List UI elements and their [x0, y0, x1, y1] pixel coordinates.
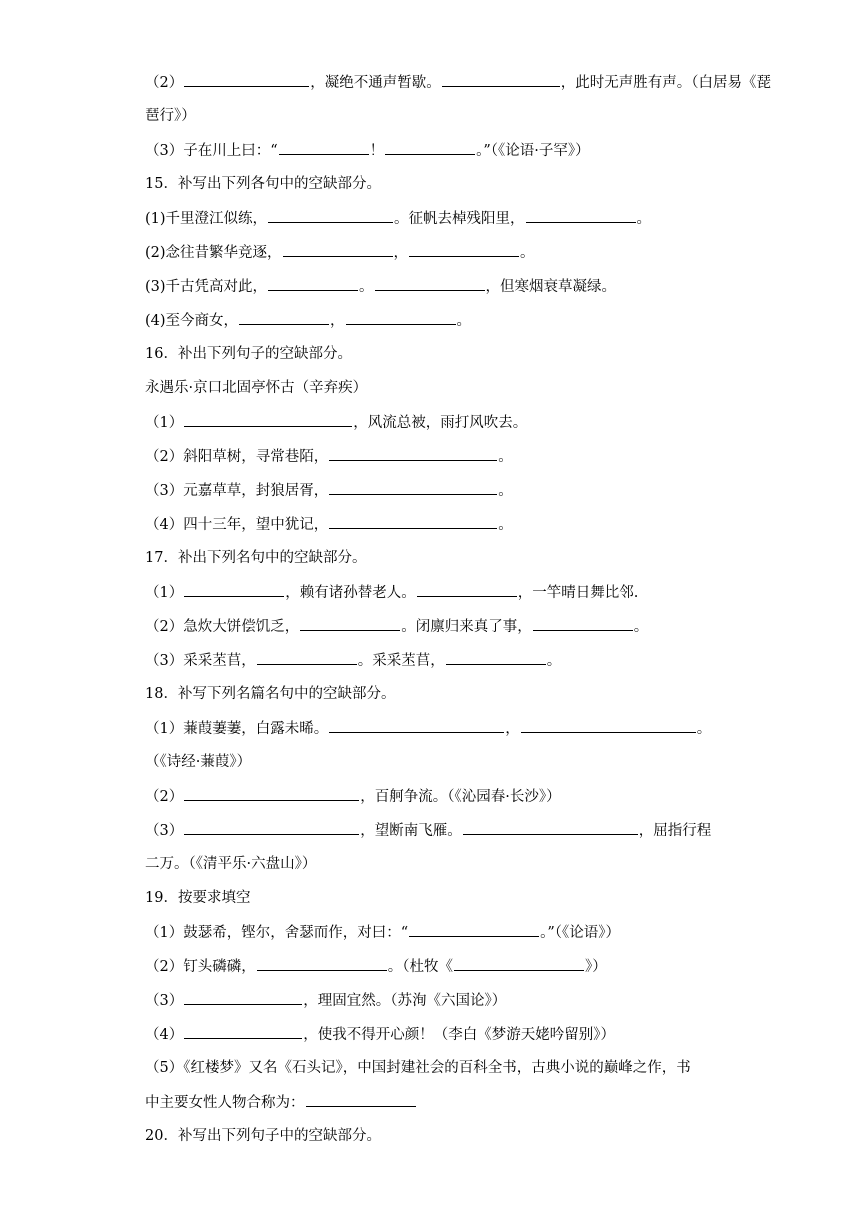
fill-blank: [268, 276, 358, 291]
q15-item-1: [145, 208, 725, 229]
q18-item-2: [145, 786, 725, 807]
text-segment: 中主要女性人物合称为：: [145, 1095, 305, 1111]
fill-blank: [329, 718, 504, 733]
fill-blank: [184, 582, 284, 597]
q16-poem-title: [145, 378, 725, 398]
text-segment: ，此时无声胜有声。（白居易《琵: [560, 75, 771, 91]
text-segment: （2）急炊大饼偿饥乏，: [145, 619, 300, 635]
text-segment: （1）鼓瑟希，铿尔，舍瑟而作，对曰：“: [145, 925, 409, 941]
text-segment: （5）《红楼梦》又名《石头记》，中国封建社会的百科全书，古典小说的巅峰之作，书: [145, 1060, 691, 1076]
text-segment: 》）: [584, 959, 607, 975]
text-segment: ，一竿晴日舞比邻.: [517, 585, 639, 601]
q18-item-1: [145, 718, 725, 739]
text-segment: 。: [359, 279, 374, 295]
fill-blank: [279, 140, 369, 155]
text-segment: 。: [520, 245, 535, 261]
q18-item-3-line2: [145, 854, 725, 874]
text-segment: （2）斜阳草树，寻常巷陌，: [145, 449, 329, 465]
text-segment: （2）: [145, 789, 184, 805]
text-segment: （《诗经·蒹葭》）: [145, 754, 252, 770]
q17-heading: [145, 548, 725, 568]
fill-blank: [329, 446, 497, 461]
text-segment: ，凝绝不通声暂歇。: [310, 75, 441, 91]
fill-blank: [454, 956, 584, 971]
text-segment: （1）: [145, 585, 184, 601]
text-segment: （3）元嘉草草，封狼居胥，: [145, 483, 329, 499]
q18-item-1-source: [145, 752, 725, 772]
question-heading: 19．按要求填空: [145, 890, 251, 906]
question-heading: 20．补写出下列句子中的空缺部分。: [145, 1128, 381, 1144]
q14-item-2-line2: [145, 106, 725, 126]
q16-item-4: [145, 514, 725, 535]
text-segment: 。”（《论语·子罕》）: [476, 143, 590, 159]
fill-blank: [184, 820, 359, 835]
poem-title: 永遇乐·京口北固亭怀古（辛弃疾）: [145, 380, 368, 396]
fill-blank: [526, 208, 636, 223]
text-segment: (2)念往昔繁华竞逐，: [145, 245, 282, 261]
question-heading: 18．补写下列名篇名句中的空缺部分。: [145, 686, 396, 702]
q19-heading: [145, 888, 725, 908]
q19-item-3: [145, 990, 725, 1011]
text-segment: （1）蒹葭萋萋，白露未晞。: [145, 721, 329, 737]
text-segment: (3)千古凭高对此，: [145, 279, 268, 295]
q15-heading: [145, 174, 725, 194]
text-segment: ，屈指行程: [638, 823, 712, 839]
q19-item-4: [145, 1024, 725, 1045]
fill-blank: [300, 616, 400, 631]
text-segment: 。: [636, 211, 652, 227]
fill-blank: [446, 650, 546, 665]
text-segment: (1)千里澄江似练，: [145, 211, 268, 227]
q19-item-5-line1: [145, 1058, 725, 1078]
q17-item-1: [145, 582, 725, 603]
text-segment: 。: [498, 483, 513, 499]
text-segment: ，赖有诸孙替老人。: [285, 585, 416, 601]
fill-blank: [521, 718, 696, 733]
text-segment: (4)至今商女，: [145, 313, 239, 329]
q14-item-3: [145, 140, 725, 161]
fill-blank: [385, 140, 475, 155]
q15-item-4: [145, 310, 725, 331]
fill-blank: [409, 922, 539, 937]
text-segment: ，: [505, 721, 520, 737]
text-segment: 。”（《论语》）: [540, 925, 621, 941]
text-segment: 。: [456, 313, 472, 329]
fill-blank: [329, 480, 497, 495]
q16-heading: [145, 344, 725, 364]
fill-blank: [417, 582, 517, 597]
text-segment: ，: [330, 313, 345, 329]
text-segment: 琶行》）: [145, 108, 196, 124]
question-heading: 17．补出下列名句中的空缺部分。: [145, 550, 367, 566]
text-segment: （3）: [145, 823, 184, 839]
text-segment: ，望断南飞雁。: [360, 823, 462, 839]
fill-blank: [184, 990, 302, 1005]
q17-item-3: [145, 650, 725, 671]
q18-item-3: [145, 820, 725, 841]
text-segment: （4）: [145, 1027, 184, 1043]
fill-blank: [283, 242, 393, 257]
fill-blank: [239, 310, 329, 325]
text-segment: 。: [498, 449, 513, 465]
fill-blank: [409, 242, 519, 257]
text-segment: ，但寒烟衰草凝绿。: [485, 279, 617, 295]
q14-item-2-line1: [145, 72, 771, 93]
q16-item-2: [145, 446, 725, 467]
text-segment: 。（杜牧《: [387, 959, 453, 975]
text-segment: 。: [633, 619, 649, 635]
text-segment: 。征帆去棹残阳里，: [394, 211, 525, 227]
text-segment: （2）: [145, 75, 184, 91]
text-segment: 。采采苤苢，: [357, 653, 445, 669]
q19-item-1: [145, 922, 725, 943]
text-segment: （1）: [145, 415, 184, 431]
text-segment: （3）子在川上曰：“: [145, 143, 278, 159]
fill-blank: [463, 820, 638, 835]
fill-blank: [184, 72, 309, 87]
text-segment: ！: [369, 143, 385, 159]
q16-item-3: [145, 480, 725, 501]
q17-item-2: [145, 616, 725, 637]
fill-blank: [329, 514, 497, 529]
q20-heading: [145, 1126, 725, 1146]
text-segment: ，: [393, 245, 409, 261]
question-heading: 16．补出下列句子的空缺部分。: [145, 346, 352, 362]
text-segment: 。闭廪归来真了事，: [401, 619, 532, 635]
fill-blank: [184, 412, 352, 427]
fill-blank: [184, 1024, 302, 1039]
text-segment: ，使我不得开心颜！（李白《梦游天姥吟留别》）: [303, 1027, 615, 1043]
fill-blank: [442, 72, 560, 87]
fill-blank: [268, 208, 393, 223]
q18-heading: [145, 684, 725, 704]
text-segment: （3）: [145, 993, 184, 1009]
text-segment: （4）四十三年，望中犹记，: [145, 517, 329, 533]
text-segment: 。: [498, 517, 513, 533]
text-segment: 。: [546, 653, 562, 669]
fill-blank: [257, 956, 387, 971]
fill-blank: [306, 1092, 416, 1107]
fill-blank: [375, 276, 485, 291]
fill-blank: [184, 786, 359, 801]
q15-item-3: [145, 276, 725, 297]
text-segment: ，理固宜然。（苏洵《六国论》）: [303, 993, 507, 1009]
text-segment: ，风流总被，雨打风吹去。: [353, 415, 528, 431]
question-heading: 15．补写出下列各句中的空缺部分。: [145, 176, 381, 192]
text-segment: 。: [696, 721, 712, 737]
text-segment: （3）采采苤苢，: [145, 653, 256, 669]
q15-item-2: [145, 242, 725, 263]
q19-item-2: [145, 956, 725, 977]
q19-item-5-line2: [145, 1092, 725, 1113]
text-segment: ，百舸争流。（《沁园春·长沙》）: [360, 789, 561, 805]
q16-item-1: [145, 412, 725, 433]
text-segment: 二万。（《清平乐·六盘山》）: [145, 856, 317, 872]
fill-blank: [346, 310, 456, 325]
text-segment: （2）钉头磷磷，: [145, 959, 256, 975]
fill-blank: [257, 650, 357, 665]
fill-blank: [533, 616, 633, 631]
